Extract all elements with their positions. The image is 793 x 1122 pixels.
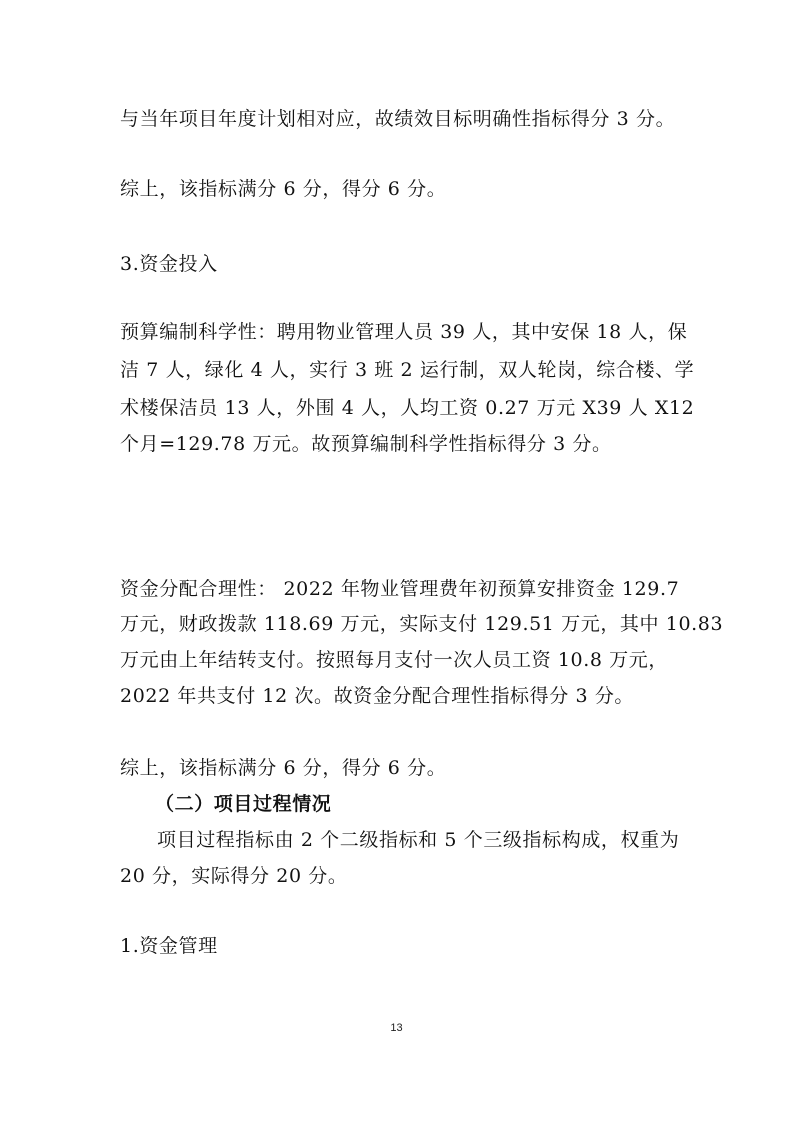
page-number: 13 [390,1022,403,1034]
section-heading: 1.资金管理 [120,935,218,957]
text-line: 洁 7 人，绿化 4 人，实行 3 班 2 运行制，双人轮岗，综合楼、学 [120,359,695,381]
text-line: 预算编制科学性：聘用物业管理人员 39 人，其中安保 18 人，保 [120,321,688,343]
text-line: 综上，该指标满分 6 分，得分 6 分。 [120,178,447,200]
subsection-heading: （二）项目过程情况 [155,793,332,815]
text-line: 个月=129.78 万元。故预算编制科学性指标得分 3 分。 [120,433,612,455]
text-line: 资金分配合理性： 2022 年物业管理费年初预算安排资金 129.7 [120,578,680,600]
section-heading: 3.资金投入 [120,253,218,275]
text-line: 2022 年共支付 12 次。故资金分配合理性指标得分 3 分。 [120,685,635,707]
text-line: 万元，财政拨款 118.69 万元，实际支付 129.51 万元，其中 10.83 [120,613,724,635]
text-line: 项目过程指标由 2 个二级指标和 5 个三级指标构成，权重为 [157,829,680,851]
text-line: 综上，该指标满分 6 分，得分 6 分。 [120,757,447,779]
text-line: 术楼保洁员 13 人，外围 4 人，人均工资 0.27 万元 X39 人 X12 [120,397,695,419]
text-line: 与当年项目年度计划相对应，故绩效目标明确性指标得分 3 分。 [120,108,676,130]
text-line: 万元由上年结转支付。按照每月支付一次人员工资 10.8 万元， [120,649,668,671]
text-line: 20 分，实际得分 20 分。 [120,865,348,887]
